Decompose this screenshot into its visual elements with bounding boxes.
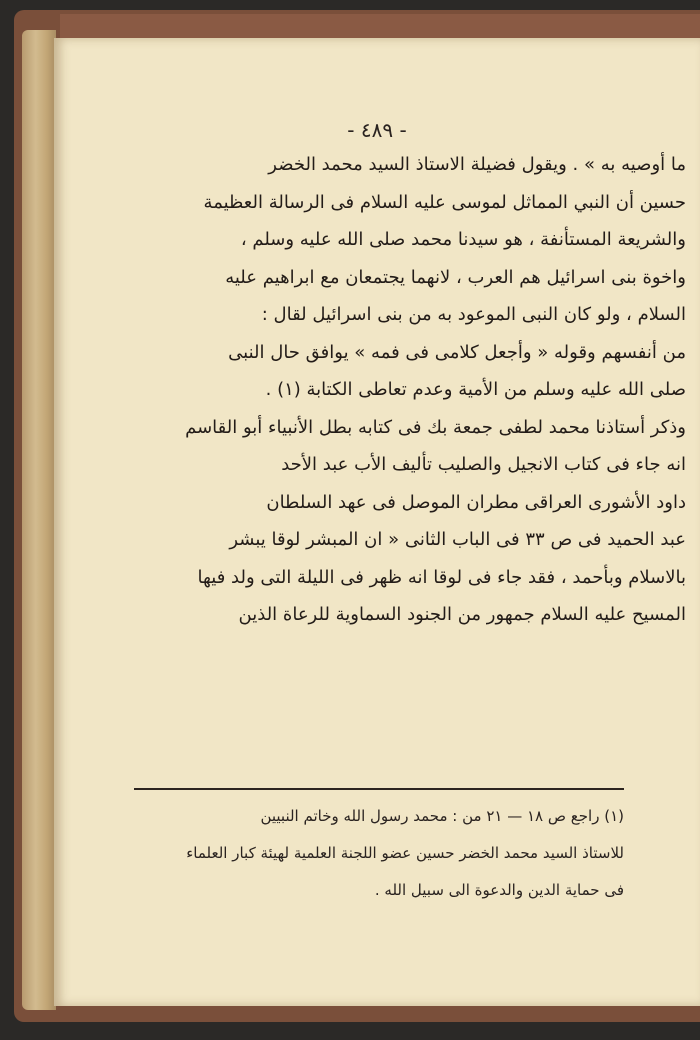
body-line: ما أوصيه به » . ويقول فضيلة الاستاذ السيد محمد الخضر	[268, 154, 686, 175]
page-stack-edge	[22, 30, 56, 1010]
book-page	[54, 38, 700, 1006]
footnote-divider	[134, 788, 624, 790]
footnote-line: (١) راجع ص ١٨ — ٢١ من : محمد رسول الله وخاتم النبيين	[260, 807, 624, 825]
body-line: واخوة بنى اسرائيل هم العرب ، لانهما يجتمعان مع ابراهيم عليه	[225, 266, 686, 288]
body-line: انه جاء فى كتاب الانجيل والصليب تأليف الأب عبد الأحد	[281, 454, 686, 475]
footnote-line: فى حماية الدين والدعوة الى سبيل الله .	[374, 881, 624, 899]
body-line: حسين أن النبي المماثل لموسى عليه السلام فى الرسالة العظيمة	[203, 191, 686, 213]
body-line: داود الأشورى العراقى مطران الموصل فى عهد السلطان	[266, 491, 686, 513]
body-line: المسيح عليه السلام جمهور من الجنود السماوية للرعاة الذين	[238, 604, 686, 625]
body-text	[114, 146, 686, 634]
body-line: من أنفسهم وقوله « وأجعل كلامى فى فمه » يوافق حال النبى	[228, 341, 686, 363]
page-number: - ٤٨٩ -	[347, 118, 407, 142]
book-cover-top-edge	[60, 14, 700, 40]
footnotes	[144, 798, 624, 909]
footnote-line: للاستاذ السيد محمد الخضر حسين عضو اللجنة العلمية لهيئة كبار العلماء	[186, 844, 624, 862]
body-line: وذكر أستاذنا محمد لطفى جمعة بك فى كتابه بطل الأنبياء أبو القاسم	[185, 416, 686, 438]
body-line: عبد الحميد فى ص ٣٣ فى الباب الثانى « ان المبشر لوقا يبشر	[229, 529, 686, 550]
body-line: والشريعة المستأنفة ، هو سيدنا محمد صلى الله عليه وسلم ،	[240, 229, 686, 250]
body-line: بالاسلام وبأحمد ، فقد جاء فى لوقا انه ظهر فى الليلة التى ولد فيها	[197, 566, 686, 588]
body-line: صلى الله عليه وسلم من الأمية وعدم تعاطى الكتابة (١) .	[265, 379, 686, 400]
body-line: السلام ، ولو كان النبى الموعود به من بنى اسرائيل لقال :	[261, 304, 686, 325]
